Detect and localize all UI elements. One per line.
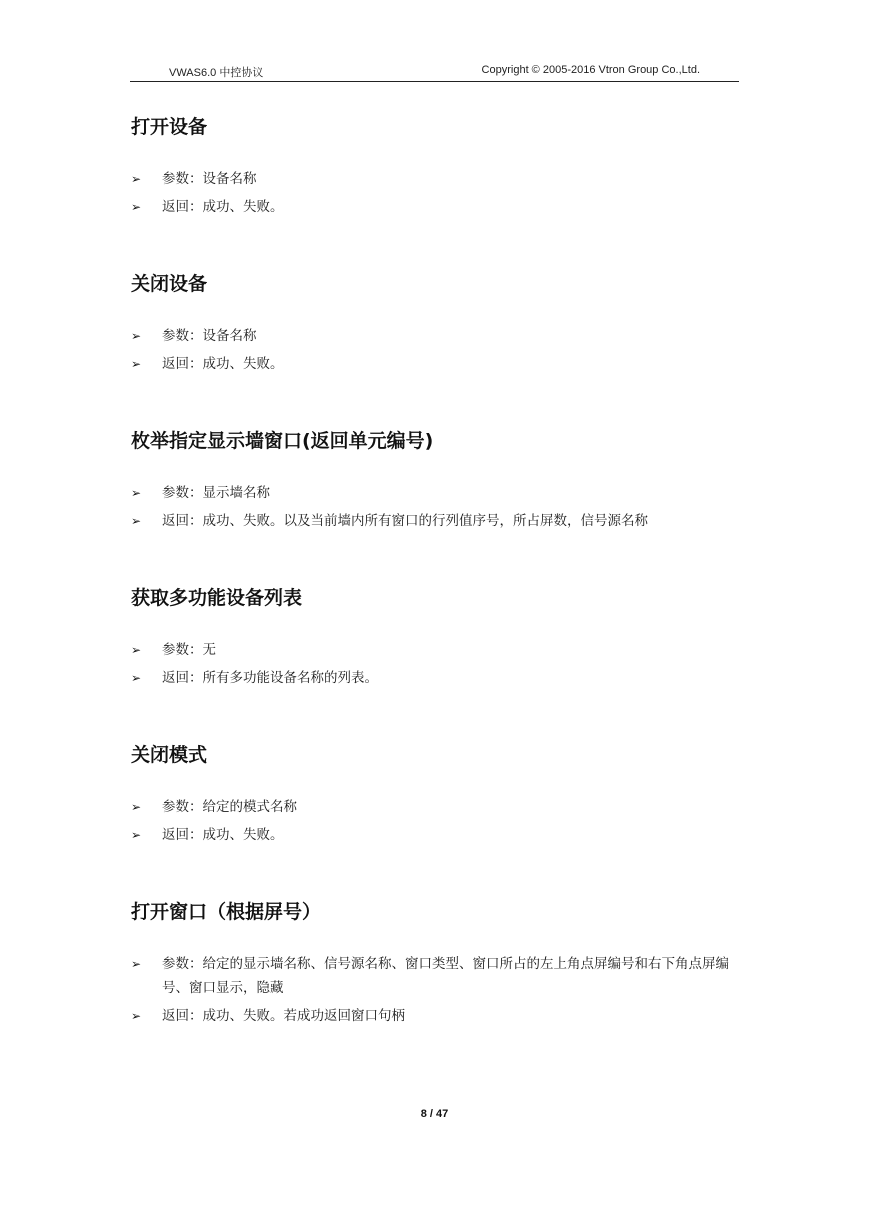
header-copyright: Copyright © 2005-2016 Vtron Group Co.,Ltd. — [481, 64, 700, 76]
arrowhead-bullet-icon: ➢ — [131, 329, 142, 343]
list-item-text: 返回：成功、失败。 — [162, 827, 284, 843]
section-title: 枚举指定显示墙窗口(返回单元编号) — [131, 430, 434, 452]
section-open-device — [131, 112, 741, 221]
header-doc-title: VWAS6.0 中控协议 — [169, 67, 264, 79]
list-item-text: 参数：给定的模式名称 — [162, 799, 297, 815]
section-enum-wall-windows — [131, 426, 741, 535]
arrowhead-bullet-icon: ➢ — [131, 486, 142, 500]
section-title: 关闭设备 — [131, 273, 208, 295]
list-item — [131, 322, 741, 350]
list-item — [131, 1002, 741, 1030]
list-item-text: 参数：设备名称 — [162, 171, 257, 187]
page-header — [130, 64, 739, 82]
arrowhead-bullet-icon: ➢ — [131, 828, 142, 842]
arrowhead-bullet-icon: ➢ — [131, 514, 142, 528]
list-item — [131, 664, 741, 692]
page-number: 8 / 47 — [420, 1108, 449, 1120]
section-title: 打开窗口（根据屏号） — [131, 901, 322, 923]
list-item — [131, 821, 741, 849]
section-close-device — [131, 269, 741, 378]
section-title: 打开设备 — [131, 116, 208, 138]
list-item — [131, 507, 741, 535]
arrowhead-bullet-icon: ➢ — [131, 957, 142, 971]
list-item-text: 参数：设备名称 — [162, 328, 257, 344]
arrowhead-bullet-icon: ➢ — [131, 800, 142, 814]
section-open-window-by-screen — [131, 897, 741, 1030]
list-item — [131, 165, 741, 193]
section-close-mode — [131, 740, 741, 849]
list-item-text: 返回：成功、失败。以及当前墙内所有窗口的行列值序号，所占屏数，信号源名称 — [162, 513, 648, 529]
arrowhead-bullet-icon: ➢ — [131, 200, 142, 214]
list-item — [131, 193, 741, 221]
section-spacer — [131, 692, 741, 740]
arrowhead-bullet-icon: ➢ — [131, 671, 142, 685]
section-spacer — [131, 849, 741, 897]
section-title: 获取多功能设备列表 — [131, 587, 303, 609]
arrowhead-bullet-icon: ➢ — [131, 357, 142, 371]
document-body — [131, 112, 741, 1030]
list-item — [131, 793, 741, 821]
list-item-text: 参数：给定的显示墙名称、信号源名称、窗口类型、窗口所占的左上角点屏编号和右下角点屏编号、窗口显示，隐藏 — [162, 956, 729, 996]
list-item-text: 参数：显示墙名称 — [162, 485, 270, 501]
list-item-text: 参数：无 — [162, 642, 216, 658]
list-item-text: 返回：所有多功能设备名称的列表。 — [162, 670, 378, 686]
section-spacer — [131, 221, 741, 269]
list-item — [131, 350, 741, 378]
arrowhead-bullet-icon: ➢ — [131, 643, 142, 657]
section-spacer — [131, 535, 741, 583]
list-item — [131, 950, 741, 1002]
arrowhead-bullet-icon: ➢ — [131, 172, 142, 186]
arrowhead-bullet-icon: ➢ — [131, 1009, 142, 1023]
section-spacer — [131, 378, 741, 426]
list-item-text: 返回：成功、失败。 — [162, 199, 284, 215]
list-item-text: 返回：成功、失败。 — [162, 356, 284, 372]
section-multifunction-devices — [131, 583, 741, 692]
section-title: 关闭模式 — [131, 744, 208, 766]
list-item — [131, 479, 741, 507]
list-item-text: 返回：成功、失败。若成功返回窗口句柄 — [162, 1008, 405, 1024]
list-item — [131, 636, 741, 664]
